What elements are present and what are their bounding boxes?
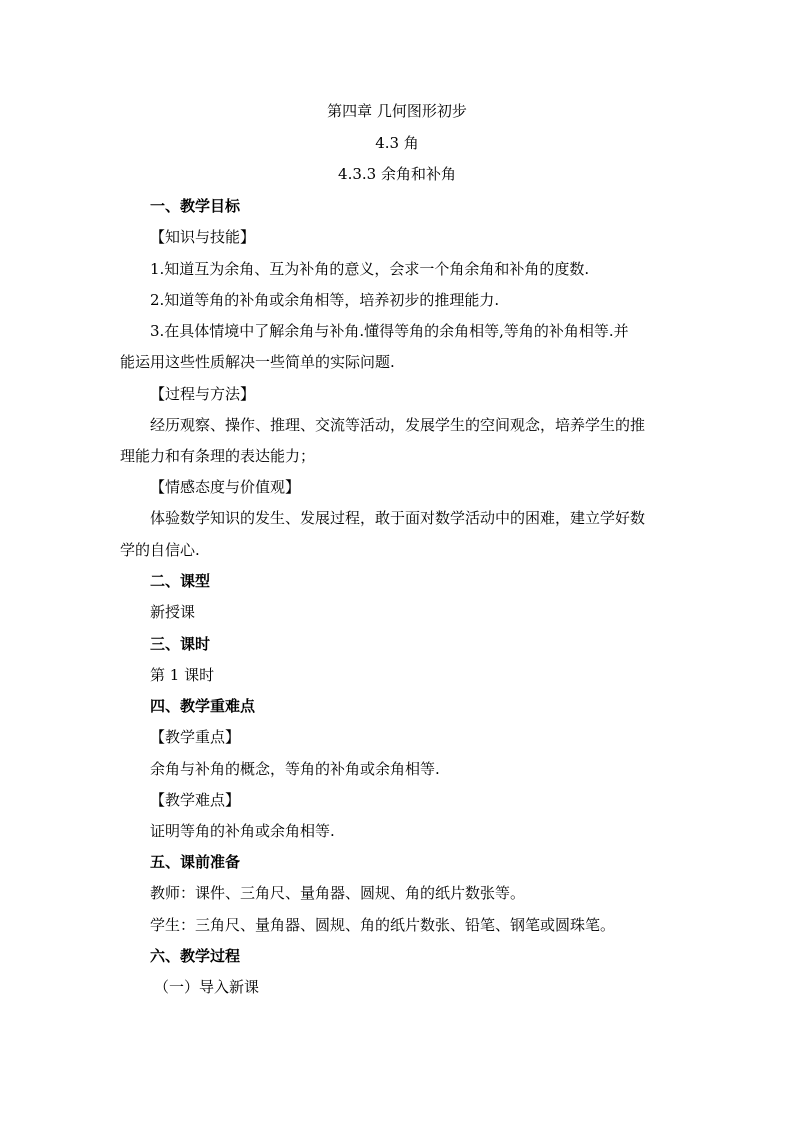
process-methods-label: 【过程与方法】 bbox=[150, 385, 256, 403]
subsection-title: 4.3.3 余角和补角 bbox=[338, 165, 456, 183]
section-title: 4.3 角 bbox=[375, 134, 419, 152]
difficult-point-text: 证明等角的补角或余角相等. bbox=[150, 822, 335, 840]
knowledge-item-1: 1.知道互为余角、互为补角的意义，会求一个角余角和补角的度数. bbox=[150, 260, 590, 278]
section-heading-goals: 一、教学目标 bbox=[150, 197, 241, 215]
teacher-preparation: 教师：课件、三角尺、量角器、圆规、角的纸片数张等。 bbox=[150, 884, 526, 902]
attitude-text-line-1: 体验数学知识的发生、发展过程，敢于面对数学活动中的困难，建立学好数 bbox=[150, 509, 646, 527]
period-text: 第 1 课时 bbox=[150, 666, 215, 684]
attitude-values-label: 【情感态度与价值观】 bbox=[150, 478, 301, 496]
section-heading-preparation: 五、课前准备 bbox=[150, 853, 241, 871]
difficult-point-label: 【教学难点】 bbox=[150, 791, 241, 809]
subsection-introduction: （一）导入新课 bbox=[154, 978, 260, 996]
key-point-label: 【教学重点】 bbox=[150, 728, 241, 746]
student-preparation: 学生：三角尺、量角器、圆规、角的纸片数张、铅笔、钢笔或圆珠笔。 bbox=[150, 916, 616, 934]
knowledge-item-2: 2.知道等角的补角或余角相等，培养初步的推理能力. bbox=[150, 291, 500, 309]
section-heading-lesson-type: 二、课型 bbox=[150, 572, 211, 590]
knowledge-item-3-line-1: 3.在具体情境中了解余角与补角.懂得等角的余角相等,等角的补角相等.并 bbox=[150, 322, 629, 340]
lesson-type-text: 新授课 bbox=[150, 603, 196, 621]
section-heading-key-difficult: 四、教学重难点 bbox=[150, 697, 256, 715]
section-heading-process: 六、教学过程 bbox=[150, 947, 241, 965]
process-text-line-1: 经历观察、操作、推理、交流等活动，发展学生的空间观念，培养学生的推 bbox=[150, 416, 646, 434]
process-text-line-2: 理能力和有条理的表达能力； bbox=[120, 447, 316, 465]
section-heading-period: 三、课时 bbox=[150, 635, 211, 653]
attitude-text-line-2: 学的自信心. bbox=[120, 541, 200, 559]
knowledge-skills-label: 【知识与技能】 bbox=[150, 228, 256, 246]
knowledge-item-3-line-2: 能运用这些性质解决一些简单的实际问题. bbox=[120, 353, 395, 371]
chapter-title: 第四章 几何图形初步 bbox=[327, 102, 467, 120]
key-point-text: 余角与补角的概念，等角的补角或余角相等. bbox=[150, 760, 440, 778]
